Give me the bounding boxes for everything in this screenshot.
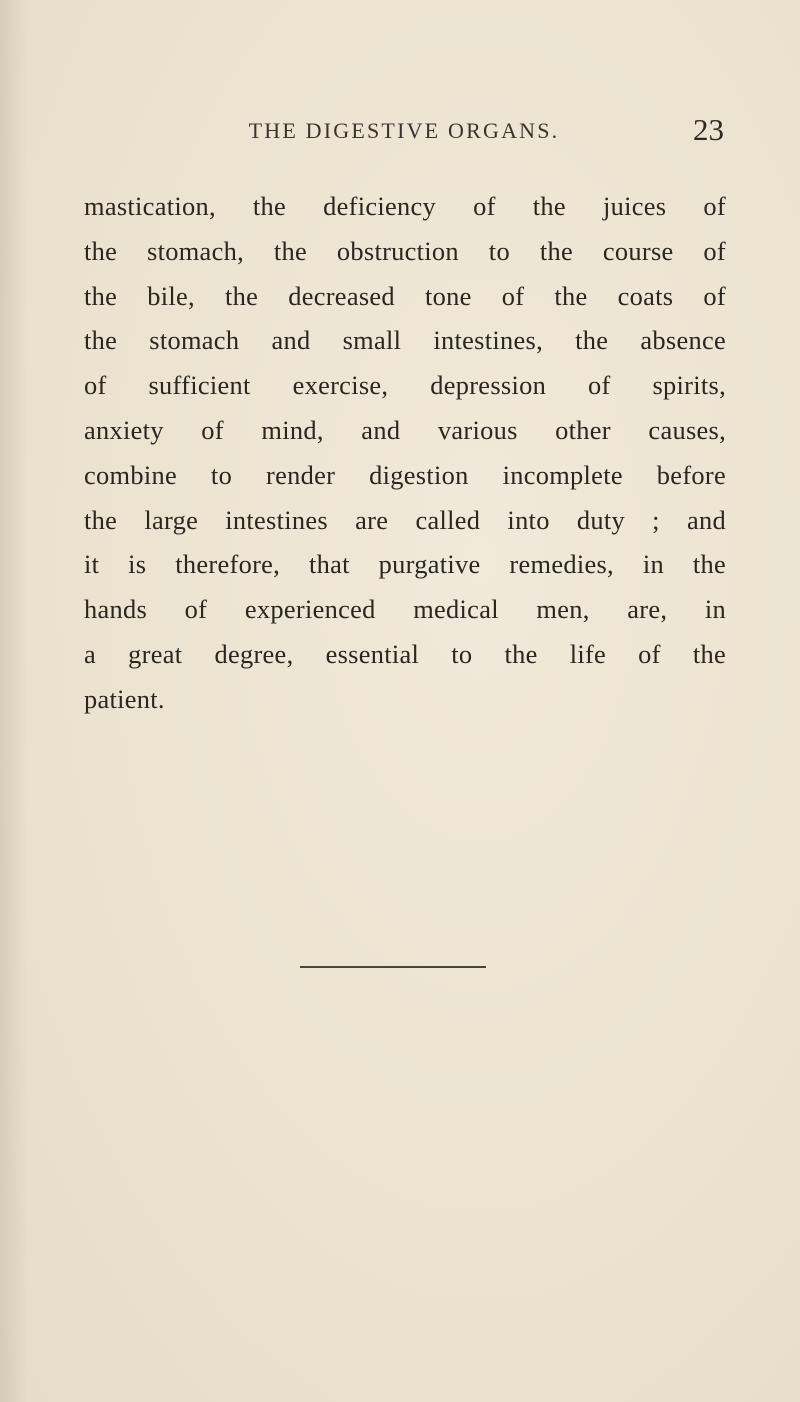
page-number: 23	[693, 112, 724, 147]
text-line: anxiety of mind, and various other causes,	[84, 414, 726, 445]
text-line: mastication, the deficiency of the juices of	[84, 191, 726, 221]
text-line: of sufficient exercise, depression of spirits,	[84, 370, 726, 401]
running-head	[84, 112, 724, 152]
text-line: the large intestines are called into duty ; and	[84, 504, 726, 535]
text-line: combine to render digestion incomplete before	[84, 459, 726, 490]
text-line: the stomach and small intestines, the absence	[84, 325, 726, 356]
body-paragraph	[84, 184, 726, 722]
text-line: the bile, the decreased tone of the coats of	[84, 280, 726, 311]
text-line: a great degree, essential to the life of the	[84, 638, 726, 669]
text-line: it is therefore, that purgative remedies, in the	[84, 549, 726, 580]
text-line: hands of experienced medical men, are, in	[84, 594, 726, 625]
text-line: the stomach, the obstruction to the course of	[84, 235, 726, 266]
running-title: THE DIGESTIVE ORGANS.	[248, 118, 560, 143]
section-end-rule	[300, 966, 486, 968]
text-line-final: patient.	[84, 683, 165, 714]
